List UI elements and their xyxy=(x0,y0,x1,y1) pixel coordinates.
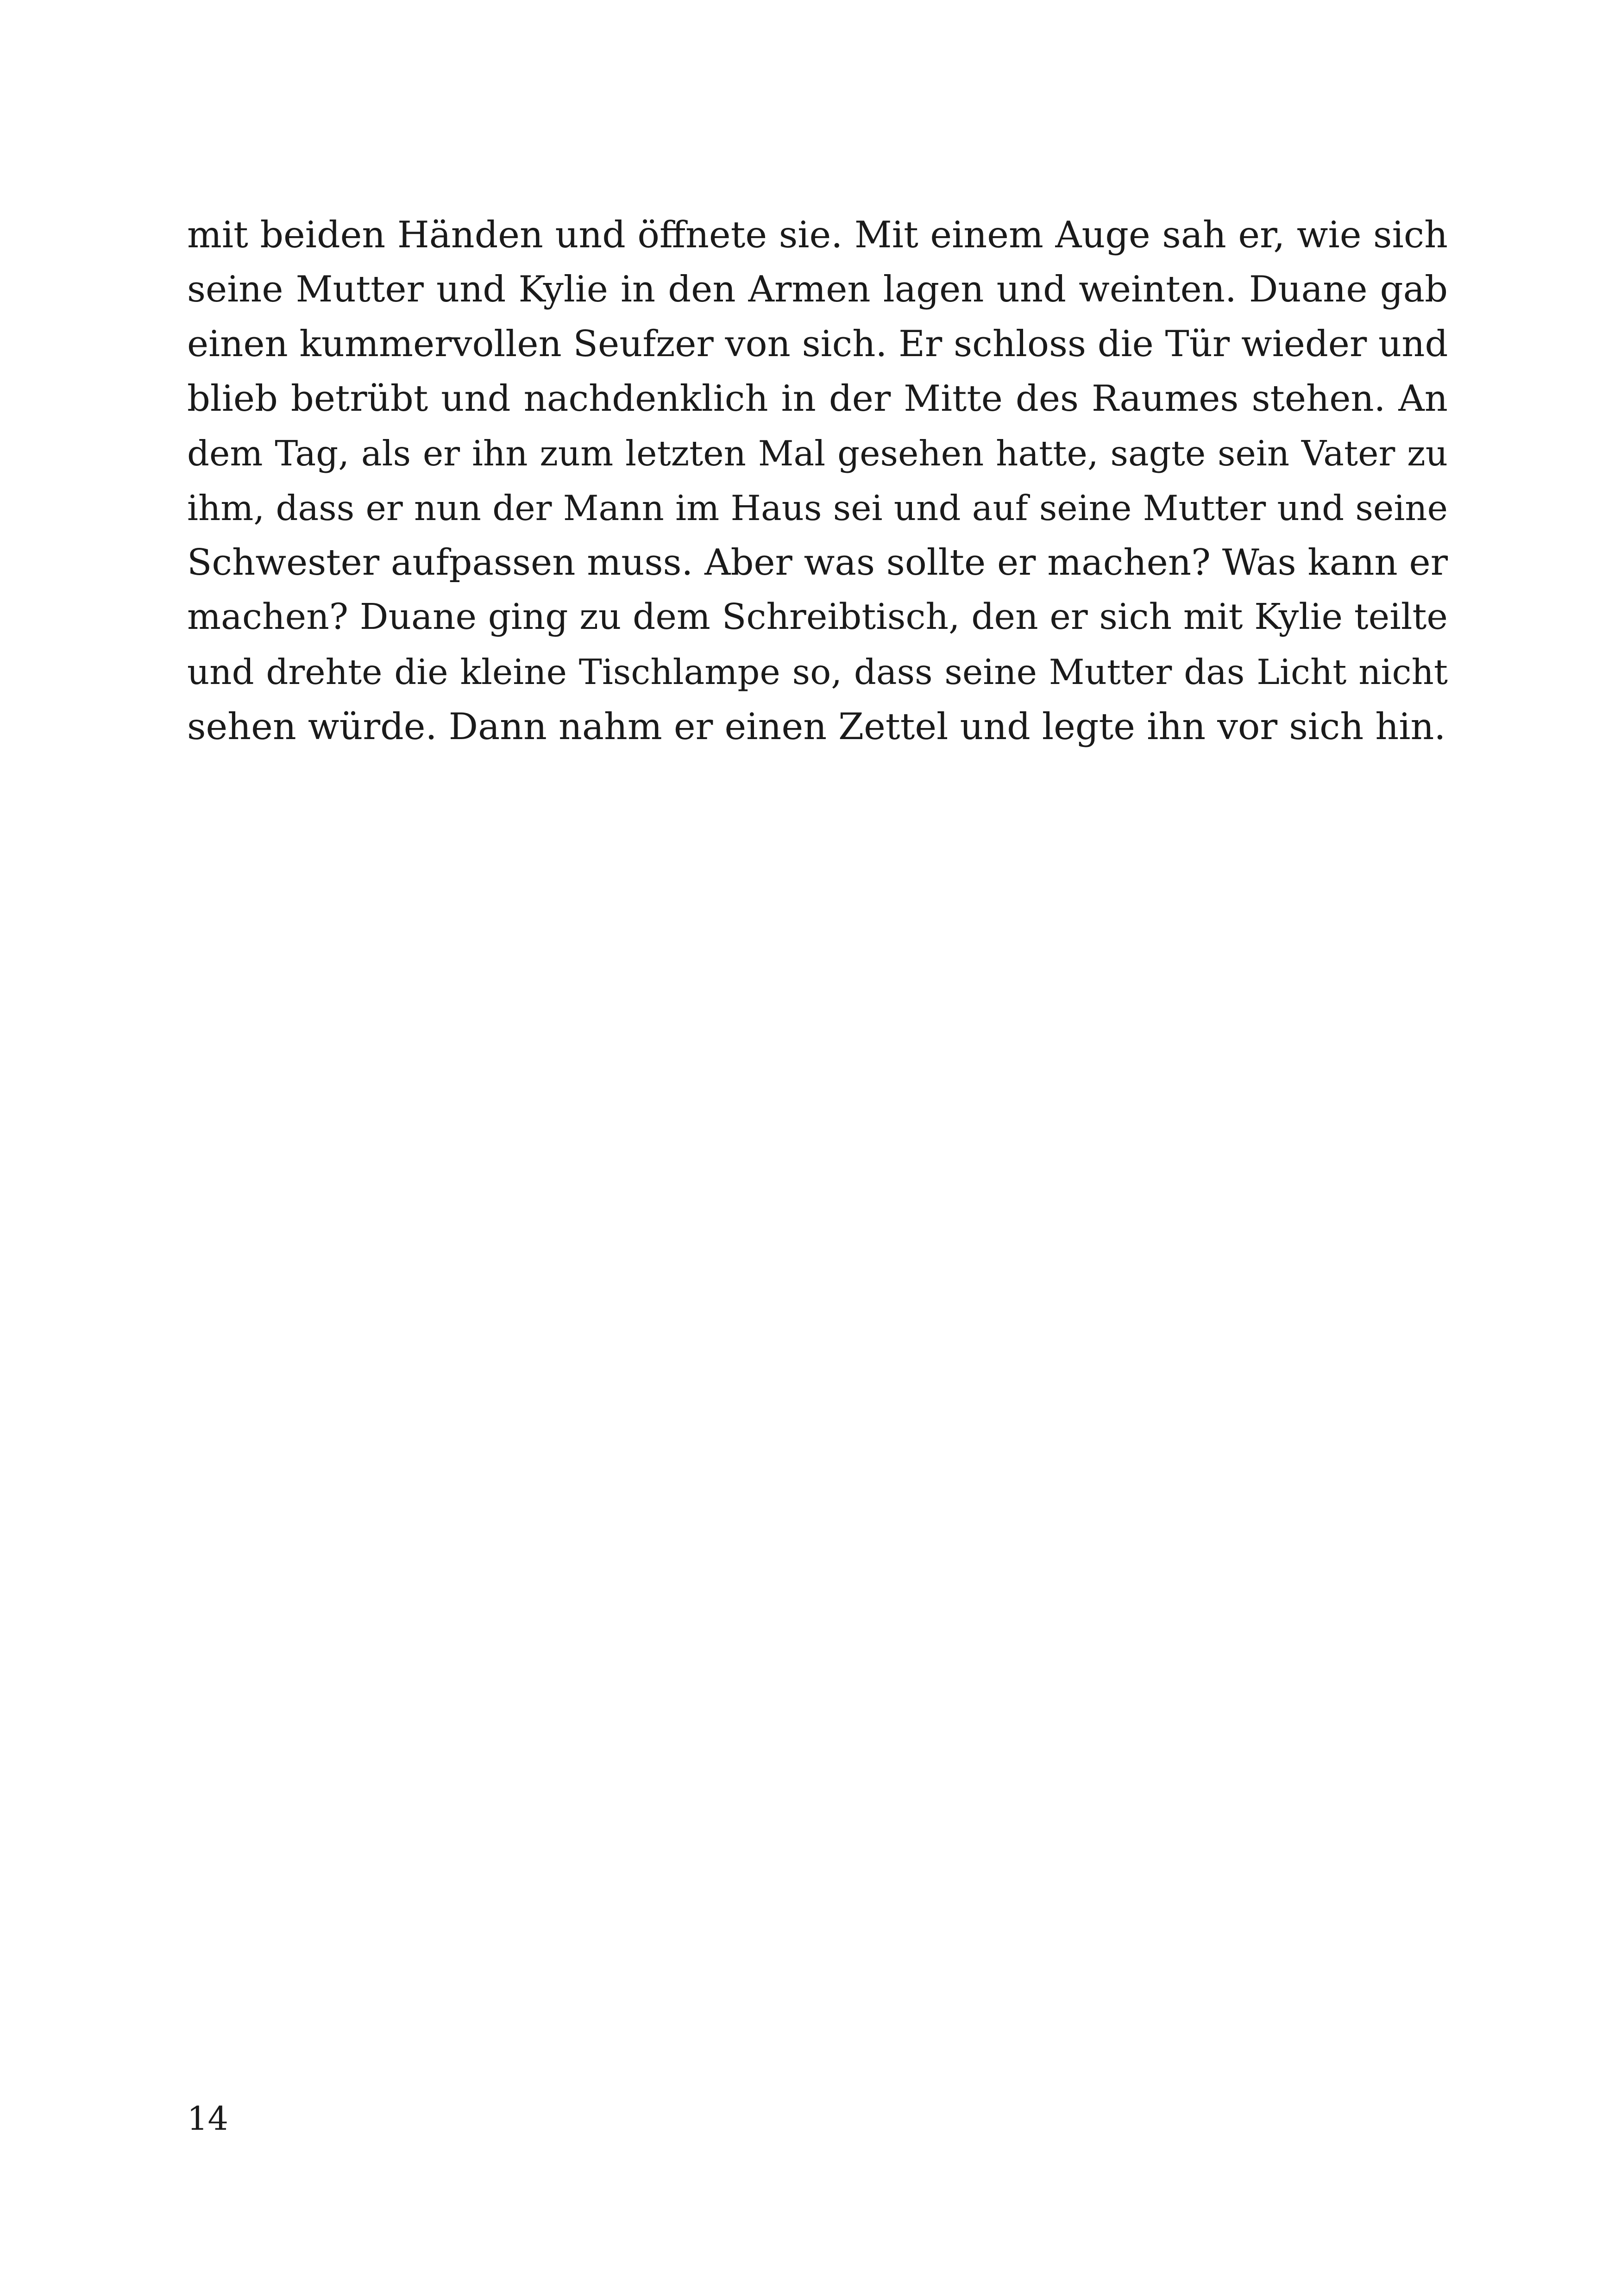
text-line: sehen würde. Dann nahm er einen Zettel und legte ihn vor sich hin. xyxy=(187,705,1446,748)
body-paragraph xyxy=(187,207,1448,754)
page-number: 14 xyxy=(187,2100,229,2138)
text-line: ihm, dass er nun der Mann im Haus sei und auf seine Mutter und seine xyxy=(187,488,1448,528)
text-line: einen kummervollen Seufzer von sich. Er schloss die Tür wieder und xyxy=(187,323,1448,365)
text-line: blieb betrübt und nachdenklich in der Mitte des Raumes stehen. An xyxy=(187,378,1448,420)
text-line: mit beiden Händen und öffnete sie. Mit einem Auge sah er, wie sich xyxy=(187,213,1448,256)
text-line: dem Tag, als er ihn zum letzten Mal gesehen hatte, sagte sein Vater zu xyxy=(187,433,1448,474)
text-line: seine Mutter und Kylie in den Armen lagen und weinten. Duane gab xyxy=(187,269,1448,310)
text-line: machen? Duane ging zu dem Schreibtisch, den er sich mit Kylie teilte xyxy=(187,596,1448,638)
text-line: und drehte die kleine Tischlampe so, dass seine Mutter das Licht nicht xyxy=(187,652,1448,692)
text-line: Schwester aufpassen muss. Aber was sollte er machen? Was kann er xyxy=(187,542,1448,583)
